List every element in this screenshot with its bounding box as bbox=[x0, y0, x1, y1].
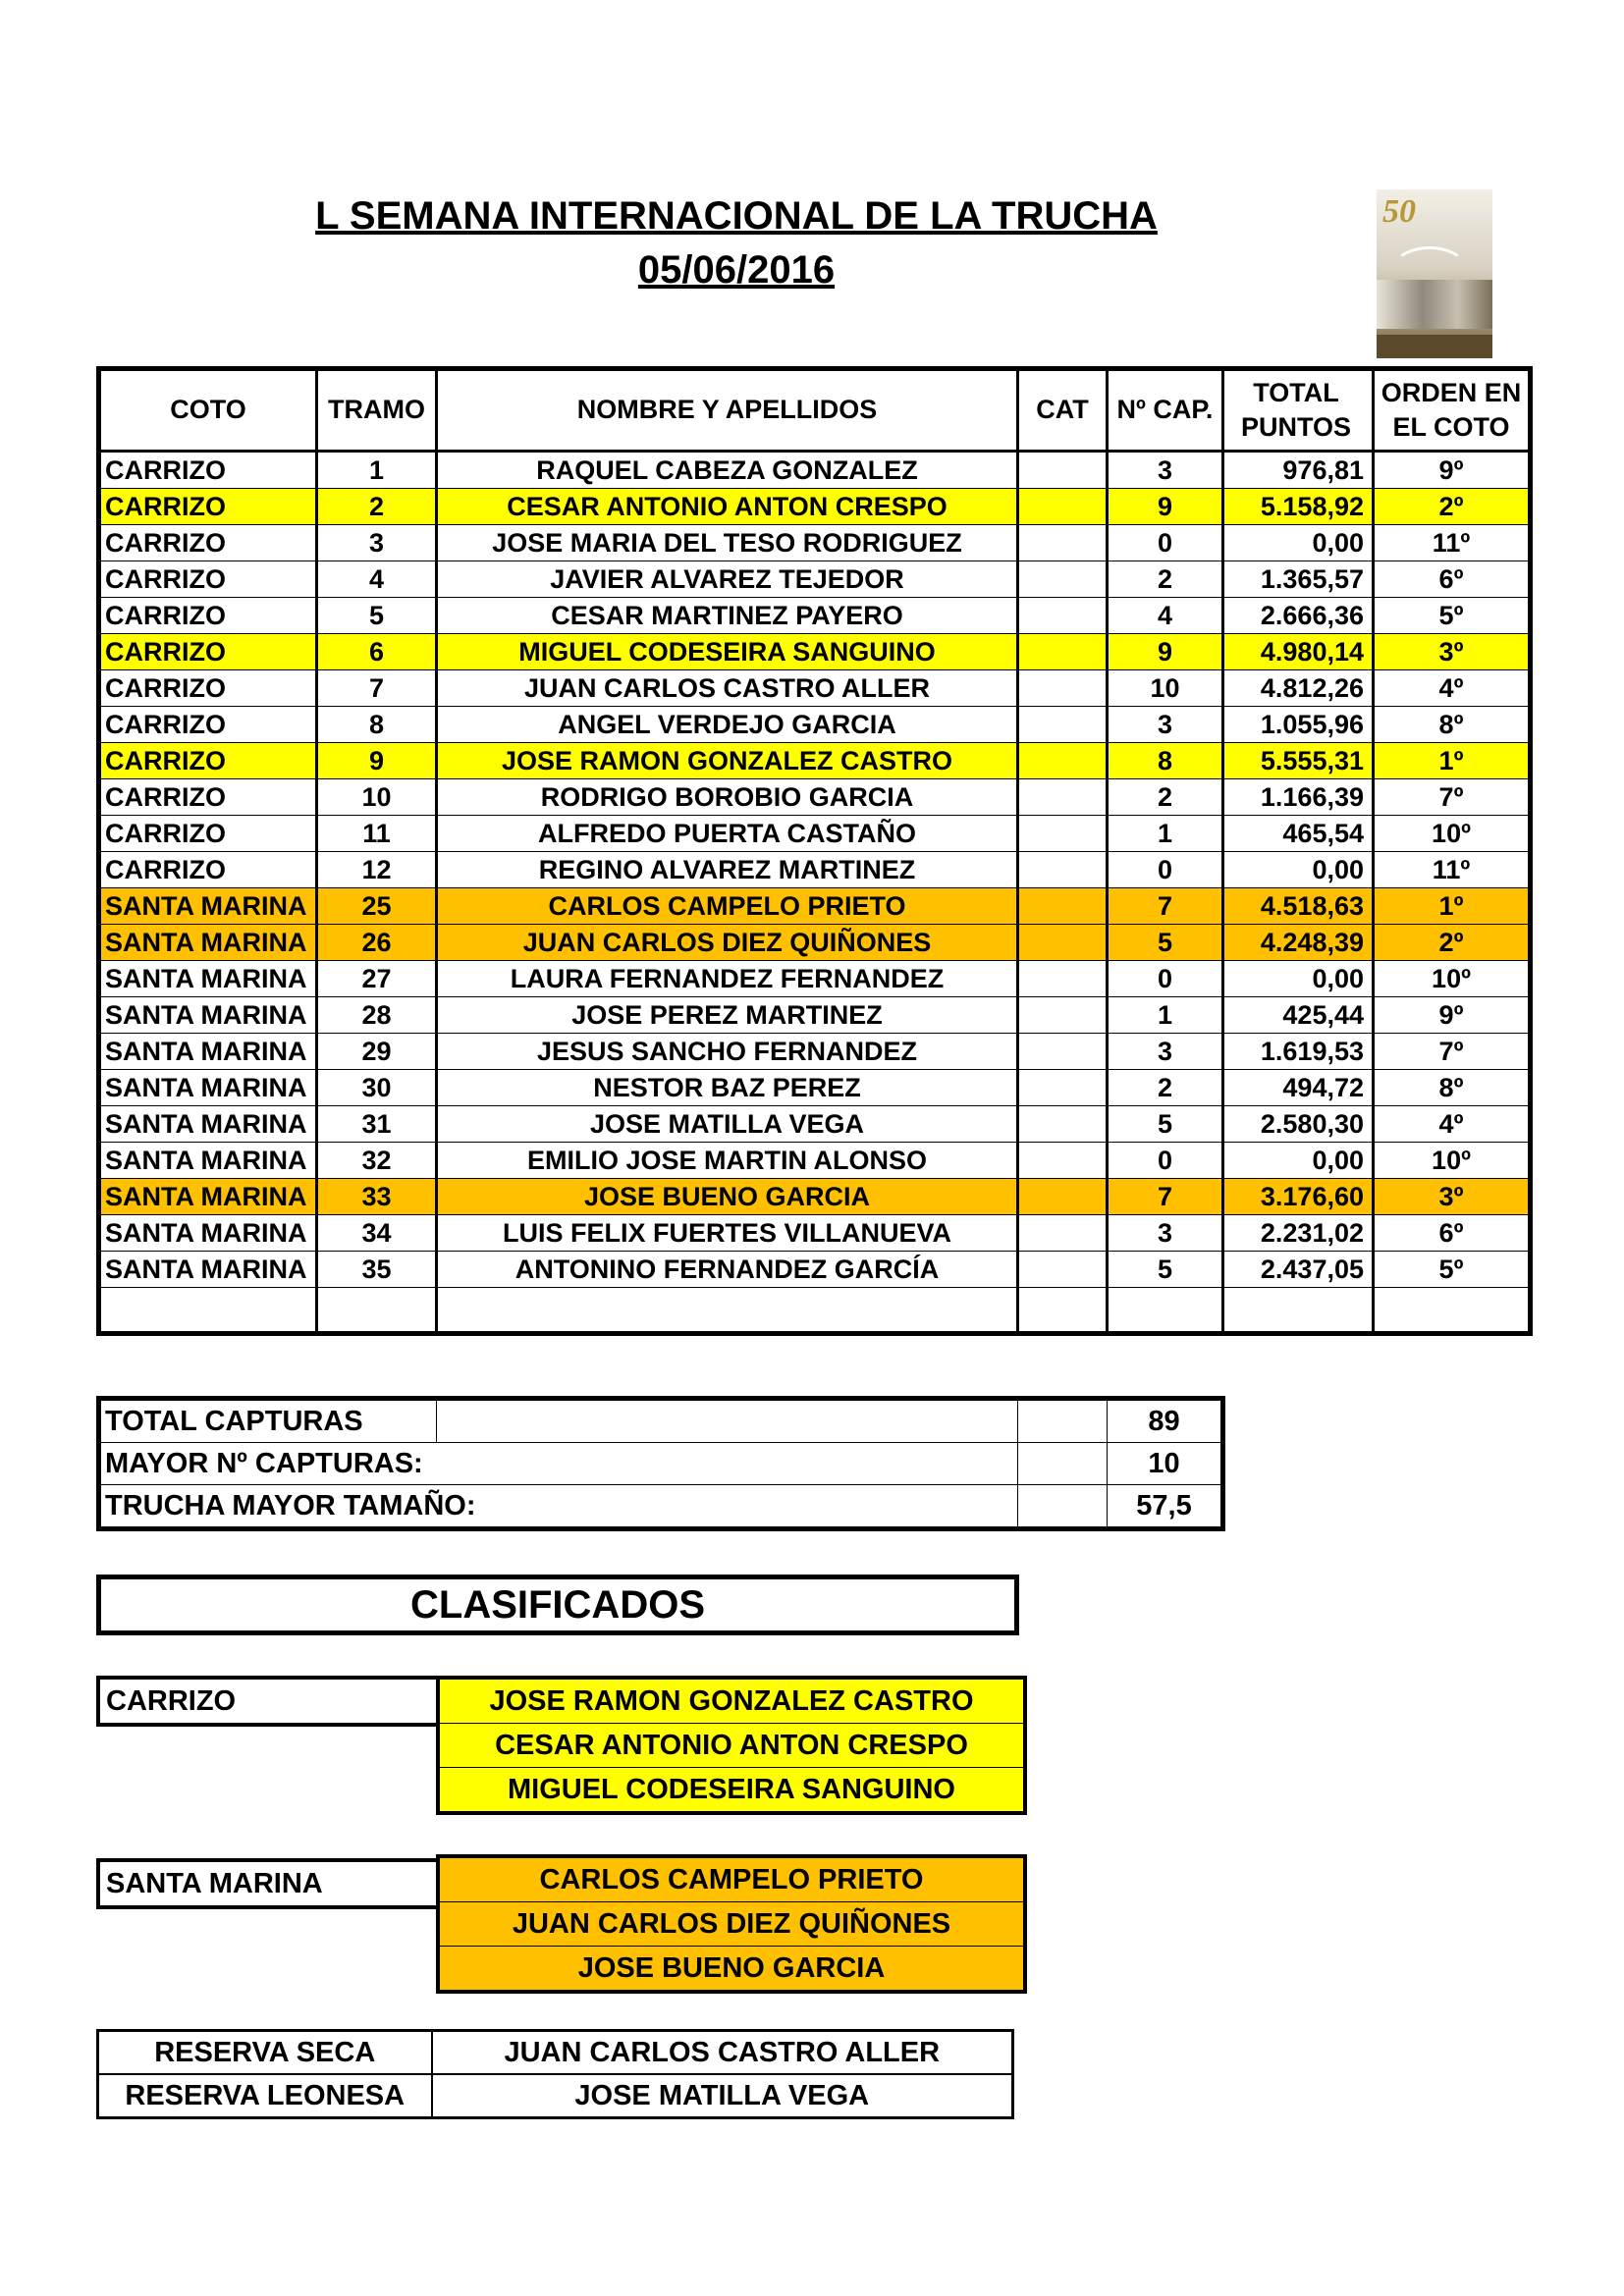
cell-tramo: 26 bbox=[317, 925, 437, 961]
cell-puntos: 0,00 bbox=[1223, 1143, 1374, 1179]
cell-nombre: MIGUEL CODESEIRA SANGUINO bbox=[437, 634, 1018, 670]
clasificados-title: CLASIFICADOS bbox=[96, 1575, 1019, 1635]
cell-nombre: EMILIO JOSE MARTIN ALONSO bbox=[437, 1143, 1018, 1179]
cell-puntos: 0,00 bbox=[1223, 525, 1374, 561]
cell-tramo: 7 bbox=[317, 670, 437, 707]
mayor-capturas-label: MAYOR Nº CAPTURAS: bbox=[99, 1443, 1018, 1485]
header-cap: Nº CAP. bbox=[1108, 369, 1223, 452]
table-row bbox=[99, 1070, 1531, 1106]
cell-nombre: JOSE RAMON GONZALEZ CASTRO bbox=[437, 743, 1018, 779]
cell-nombre: ANGEL VERDEJO GARCIA bbox=[437, 707, 1018, 743]
carrizo-label: CARRIZO bbox=[96, 1676, 444, 1727]
cell-cat bbox=[1018, 1070, 1108, 1106]
table-row bbox=[99, 1179, 1531, 1215]
cell-puntos: 0,00 bbox=[1223, 961, 1374, 997]
results-table bbox=[96, 366, 1533, 1336]
cell-puntos: 2.580,30 bbox=[1223, 1106, 1374, 1143]
cell-puntos: 2.437,05 bbox=[1223, 1252, 1374, 1288]
cell-nombre: NESTOR BAZ PEREZ bbox=[437, 1070, 1018, 1106]
cell-puntos: 465,54 bbox=[1223, 816, 1374, 852]
cell-capturas: 0 bbox=[1108, 961, 1223, 997]
cell-cat bbox=[1018, 598, 1108, 634]
cell-cat bbox=[1018, 1179, 1108, 1215]
cell-capturas: 7 bbox=[1108, 1179, 1223, 1215]
cell-cat bbox=[1018, 816, 1108, 852]
header-cat: CAT bbox=[1018, 369, 1108, 452]
cell-nombre: ANTONINO FERNANDEZ GARCÍA bbox=[437, 1252, 1018, 1288]
cell-puntos: 3.176,60 bbox=[1223, 1179, 1374, 1215]
cell-nombre: CESAR MARTINEZ PAYERO bbox=[437, 598, 1018, 634]
cell-nombre: RODRIGO BOROBIO GARCIA bbox=[437, 779, 1018, 816]
table-row bbox=[99, 489, 1531, 525]
cell-capturas: 5 bbox=[1108, 1106, 1223, 1143]
cell-puntos: 4.248,39 bbox=[1223, 925, 1374, 961]
cell-nombre: JAVIER ALVAREZ TEJEDOR bbox=[437, 561, 1018, 598]
cell-cat bbox=[1018, 634, 1108, 670]
cell-tramo: 10 bbox=[317, 779, 437, 816]
logo-number: 50 bbox=[1382, 193, 1416, 230]
cell-orden: 2º bbox=[1374, 489, 1531, 525]
cell-orden: 1º bbox=[1374, 888, 1531, 925]
cell-cat bbox=[1018, 888, 1108, 925]
cell-tramo: 6 bbox=[317, 634, 437, 670]
header-orden-line2: EL COTO bbox=[1392, 412, 1510, 442]
header-orden bbox=[1374, 369, 1531, 452]
table-row bbox=[99, 1034, 1531, 1070]
cell-orden: 3º bbox=[1374, 634, 1531, 670]
cell-capturas: 9 bbox=[1108, 489, 1223, 525]
cell-capturas: 10 bbox=[1108, 670, 1223, 707]
cell-cat bbox=[1018, 997, 1108, 1034]
table-row bbox=[99, 997, 1531, 1034]
cell-tramo: 4 bbox=[317, 561, 437, 598]
santa-marina-name-1: CARLOS CAMPELO PRIETO bbox=[440, 1858, 1023, 1902]
cell-nombre: LAURA FERNANDEZ FERNANDEZ bbox=[437, 961, 1018, 997]
cell-puntos: 4.980,14 bbox=[1223, 634, 1374, 670]
cell-coto: SANTA MARINA bbox=[99, 1143, 317, 1179]
cell-tramo: 8 bbox=[317, 707, 437, 743]
carrizo-names bbox=[436, 1676, 1027, 1815]
table-row bbox=[99, 779, 1531, 816]
cell-capturas: 0 bbox=[1108, 852, 1223, 888]
cell-cat bbox=[1018, 925, 1108, 961]
header-coto: COTO bbox=[99, 369, 317, 452]
header-nombre: NOMBRE Y APELLIDOS bbox=[437, 369, 1018, 452]
cell-coto: SANTA MARINA bbox=[99, 925, 317, 961]
cell-puntos: 1.166,39 bbox=[1223, 779, 1374, 816]
cell-nombre: JUAN CARLOS DIEZ QUIÑONES bbox=[437, 925, 1018, 961]
cell-capturas: 3 bbox=[1108, 452, 1223, 489]
cell-nombre: REGINO ALVAREZ MARTINEZ bbox=[437, 852, 1018, 888]
cell-capturas: 1 bbox=[1108, 816, 1223, 852]
carrizo-name-2: CESAR ANTONIO ANTON CRESPO bbox=[440, 1724, 1023, 1768]
reservas-table bbox=[96, 2029, 1014, 2119]
cell-orden: 8º bbox=[1374, 707, 1531, 743]
cell-nombre: CESAR ANTONIO ANTON CRESPO bbox=[437, 489, 1018, 525]
cell-coto: CARRIZO bbox=[99, 561, 317, 598]
cell-capturas: 0 bbox=[1108, 525, 1223, 561]
table-row bbox=[99, 707, 1531, 743]
cell-tramo: 1 bbox=[317, 452, 437, 489]
cell-capturas: 9 bbox=[1108, 634, 1223, 670]
cell-tramo: 31 bbox=[317, 1106, 437, 1143]
cell-cat bbox=[1018, 1215, 1108, 1252]
cell-orden: 6º bbox=[1374, 1215, 1531, 1252]
table-row bbox=[99, 452, 1531, 489]
cell-coto: SANTA MARINA bbox=[99, 1106, 317, 1143]
cell-nombre: ALFREDO PUERTA CASTAÑO bbox=[437, 816, 1018, 852]
santa-marina-names bbox=[436, 1854, 1027, 1994]
cell-orden: 1º bbox=[1374, 743, 1531, 779]
reserva-seca-label: RESERVA SECA bbox=[98, 2031, 432, 2075]
cell-tramo: 33 bbox=[317, 1179, 437, 1215]
reserva-leonesa-label: RESERVA LEONESA bbox=[98, 2074, 432, 2118]
cell-coto: SANTA MARINA bbox=[99, 1252, 317, 1288]
reserva-leonesa-name: JOSE MATILLA VEGA bbox=[432, 2074, 1013, 2118]
table-row bbox=[99, 1143, 1531, 1179]
cell-cat bbox=[1018, 1143, 1108, 1179]
cell-capturas: 7 bbox=[1108, 888, 1223, 925]
cell-coto: CARRIZO bbox=[99, 743, 317, 779]
cell-orden: 8º bbox=[1374, 1070, 1531, 1106]
cell-tramo: 27 bbox=[317, 961, 437, 997]
cell-cat bbox=[1018, 1106, 1108, 1143]
cell-tramo: 35 bbox=[317, 1252, 437, 1288]
cell-orden: 4º bbox=[1374, 1106, 1531, 1143]
cell-capturas: 2 bbox=[1108, 561, 1223, 598]
cell-nombre: JESUS SANCHO FERNANDEZ bbox=[437, 1034, 1018, 1070]
cell-cat bbox=[1018, 852, 1108, 888]
cell-tramo: 30 bbox=[317, 1070, 437, 1106]
carrizo-name-3: MIGUEL CODESEIRA SANGUINO bbox=[508, 1774, 955, 1805]
cell-puntos: 1.365,57 bbox=[1223, 561, 1374, 598]
cell-orden: 5º bbox=[1374, 1252, 1531, 1288]
cell-capturas: 5 bbox=[1108, 925, 1223, 961]
santa-marina-name-2: JUAN CARLOS DIEZ QUIÑONES bbox=[440, 1902, 1023, 1947]
cell-tramo: 29 bbox=[317, 1034, 437, 1070]
header-puntos bbox=[1223, 369, 1374, 452]
cell-cat bbox=[1018, 1034, 1108, 1070]
cell-puntos: 0,00 bbox=[1223, 852, 1374, 888]
cell-puntos: 976,81 bbox=[1223, 452, 1374, 489]
cell-tramo: 32 bbox=[317, 1143, 437, 1179]
cell-nombre: RAQUEL CABEZA GONZALEZ bbox=[437, 452, 1018, 489]
cell-orden: 9º bbox=[1374, 452, 1531, 489]
cell-puntos: 4.812,26 bbox=[1223, 670, 1374, 707]
cell-cat bbox=[1018, 707, 1108, 743]
table-header-row bbox=[99, 369, 1531, 452]
cell-puntos: 5.555,31 bbox=[1223, 743, 1374, 779]
reserva-row bbox=[98, 2031, 1013, 2075]
table-row bbox=[99, 925, 1531, 961]
cell-puntos: 5.158,92 bbox=[1223, 489, 1374, 525]
cell-puntos: 2.666,36 bbox=[1223, 598, 1374, 634]
summary-row-mayor bbox=[99, 1443, 1223, 1485]
cell-tramo: 25 bbox=[317, 888, 437, 925]
cell-nombre: LUIS FELIX FUERTES VILLANUEVA bbox=[437, 1215, 1018, 1252]
summary-table bbox=[96, 1396, 1225, 1531]
santa-marina-name-3: JOSE BUENO GARCIA bbox=[577, 1952, 886, 1984]
cell-puntos: 1.619,53 bbox=[1223, 1034, 1374, 1070]
table-row bbox=[99, 1106, 1531, 1143]
table-row bbox=[99, 961, 1531, 997]
cell-coto: CARRIZO bbox=[99, 452, 317, 489]
cell-cat bbox=[1018, 670, 1108, 707]
header-puntos-line2: PUNTOS bbox=[1240, 412, 1352, 442]
total-capturas-label: TOTAL CAPTURAS bbox=[99, 1399, 437, 1443]
cell-orden: 7º bbox=[1374, 779, 1531, 816]
cell-cat bbox=[1018, 779, 1108, 816]
header-puntos-line1: TOTAL bbox=[1253, 377, 1339, 407]
cell-coto: SANTA MARINA bbox=[99, 961, 317, 997]
reserva-row bbox=[98, 2074, 1013, 2118]
event-logo bbox=[1377, 189, 1492, 358]
cell-orden: 10º bbox=[1374, 961, 1531, 997]
cell-tramo: 2 bbox=[317, 489, 437, 525]
cell-tramo: 3 bbox=[317, 525, 437, 561]
cell-tramo: 12 bbox=[317, 852, 437, 888]
total-capturas-value: 89 bbox=[1108, 1399, 1223, 1443]
table-row bbox=[99, 888, 1531, 925]
table-row bbox=[99, 525, 1531, 561]
table-row bbox=[99, 561, 1531, 598]
cell-coto: SANTA MARINA bbox=[99, 1034, 317, 1070]
cell-capturas: 3 bbox=[1108, 1034, 1223, 1070]
cell-capturas: 3 bbox=[1108, 707, 1223, 743]
cell-coto: CARRIZO bbox=[99, 525, 317, 561]
table-blank-row bbox=[99, 1288, 1531, 1334]
table-row bbox=[99, 1252, 1531, 1288]
cell-coto: CARRIZO bbox=[99, 634, 317, 670]
trucha-mayor-value: 57,5 bbox=[1108, 1485, 1223, 1529]
cell-orden: 11º bbox=[1374, 525, 1531, 561]
cell-cat bbox=[1018, 561, 1108, 598]
cell-cat bbox=[1018, 743, 1108, 779]
table-row bbox=[99, 852, 1531, 888]
header-tramo: TRAMO bbox=[317, 369, 437, 452]
cell-capturas: 2 bbox=[1108, 779, 1223, 816]
cell-orden: 4º bbox=[1374, 670, 1531, 707]
cell-coto: CARRIZO bbox=[99, 779, 317, 816]
cell-capturas: 2 bbox=[1108, 1070, 1223, 1106]
trucha-mayor-label: TRUCHA MAYOR TAMAÑO: bbox=[99, 1485, 1018, 1529]
document-date: 05/06/2016 bbox=[637, 248, 836, 292]
cell-nombre: JOSE MARIA DEL TESO RODRIGUEZ bbox=[437, 525, 1018, 561]
cell-nombre: JOSE MATILLA VEGA bbox=[437, 1106, 1018, 1143]
cell-puntos: 494,72 bbox=[1223, 1070, 1374, 1106]
cell-cat bbox=[1018, 1252, 1108, 1288]
cell-capturas: 3 bbox=[1108, 1215, 1223, 1252]
cell-orden: 10º bbox=[1374, 816, 1531, 852]
cell-tramo: 34 bbox=[317, 1215, 437, 1252]
reserva-seca-name: JUAN CARLOS CASTRO ALLER bbox=[432, 2031, 1013, 2075]
cell-coto: SANTA MARINA bbox=[99, 997, 317, 1034]
cell-coto: CARRIZO bbox=[99, 816, 317, 852]
mayor-capturas-value: 10 bbox=[1108, 1443, 1223, 1485]
cell-cat bbox=[1018, 489, 1108, 525]
cell-orden: 7º bbox=[1374, 1034, 1531, 1070]
cell-coto: SANTA MARINA bbox=[99, 888, 317, 925]
cell-capturas: 5 bbox=[1108, 1252, 1223, 1288]
table-row bbox=[99, 1215, 1531, 1252]
cell-orden: 10º bbox=[1374, 1143, 1531, 1179]
table-row bbox=[99, 634, 1531, 670]
summary-row-total bbox=[99, 1399, 1223, 1443]
cell-coto: CARRIZO bbox=[99, 707, 317, 743]
cell-orden: 11º bbox=[1374, 852, 1531, 888]
cell-tramo: 9 bbox=[317, 743, 437, 779]
cell-puntos: 1.055,96 bbox=[1223, 707, 1374, 743]
cell-tramo: 28 bbox=[317, 997, 437, 1034]
table-row bbox=[99, 816, 1531, 852]
cell-nombre: JUAN CARLOS CASTRO ALLER bbox=[437, 670, 1018, 707]
cell-orden: 5º bbox=[1374, 598, 1531, 634]
cell-orden: 6º bbox=[1374, 561, 1531, 598]
cell-coto: SANTA MARINA bbox=[99, 1215, 317, 1252]
cell-coto: CARRIZO bbox=[99, 670, 317, 707]
cell-cat bbox=[1018, 525, 1108, 561]
cell-cat bbox=[1018, 961, 1108, 997]
table-row bbox=[99, 598, 1531, 634]
cell-puntos: 2.231,02 bbox=[1223, 1215, 1374, 1252]
cell-nombre: CARLOS CAMPELO PRIETO bbox=[437, 888, 1018, 925]
cell-coto: SANTA MARINA bbox=[99, 1070, 317, 1106]
carrizo-name-1: JOSE RAMON GONZALEZ CASTRO bbox=[440, 1680, 1023, 1724]
cell-coto: CARRIZO bbox=[99, 489, 317, 525]
cell-orden: 2º bbox=[1374, 925, 1531, 961]
cell-capturas: 8 bbox=[1108, 743, 1223, 779]
document-title: L SEMANA INTERNACIONAL DE LA TRUCHA bbox=[315, 194, 1158, 238]
cell-nombre: JOSE PEREZ MARTINEZ bbox=[437, 997, 1018, 1034]
cell-capturas: 4 bbox=[1108, 598, 1223, 634]
cell-coto: CARRIZO bbox=[99, 598, 317, 634]
header-orden-line1: ORDEN EN bbox=[1380, 377, 1522, 407]
santa-marina-label: SANTA MARINA bbox=[96, 1858, 444, 1909]
cell-coto: CARRIZO bbox=[99, 852, 317, 888]
cell-coto: SANTA MARINA bbox=[99, 1179, 317, 1215]
cell-puntos: 4.518,63 bbox=[1223, 888, 1374, 925]
cell-tramo: 11 bbox=[317, 816, 437, 852]
cell-capturas: 0 bbox=[1108, 1143, 1223, 1179]
cell-tramo: 5 bbox=[317, 598, 437, 634]
cell-capturas: 1 bbox=[1108, 997, 1223, 1034]
cell-cat bbox=[1018, 452, 1108, 489]
cell-orden: 3º bbox=[1374, 1179, 1531, 1215]
cell-orden: 9º bbox=[1374, 997, 1531, 1034]
table-row bbox=[99, 743, 1531, 779]
cell-puntos: 425,44 bbox=[1223, 997, 1374, 1034]
cell-nombre: JOSE BUENO GARCIA bbox=[437, 1179, 1018, 1215]
summary-row-trucha bbox=[99, 1485, 1223, 1529]
table-row bbox=[99, 670, 1531, 707]
